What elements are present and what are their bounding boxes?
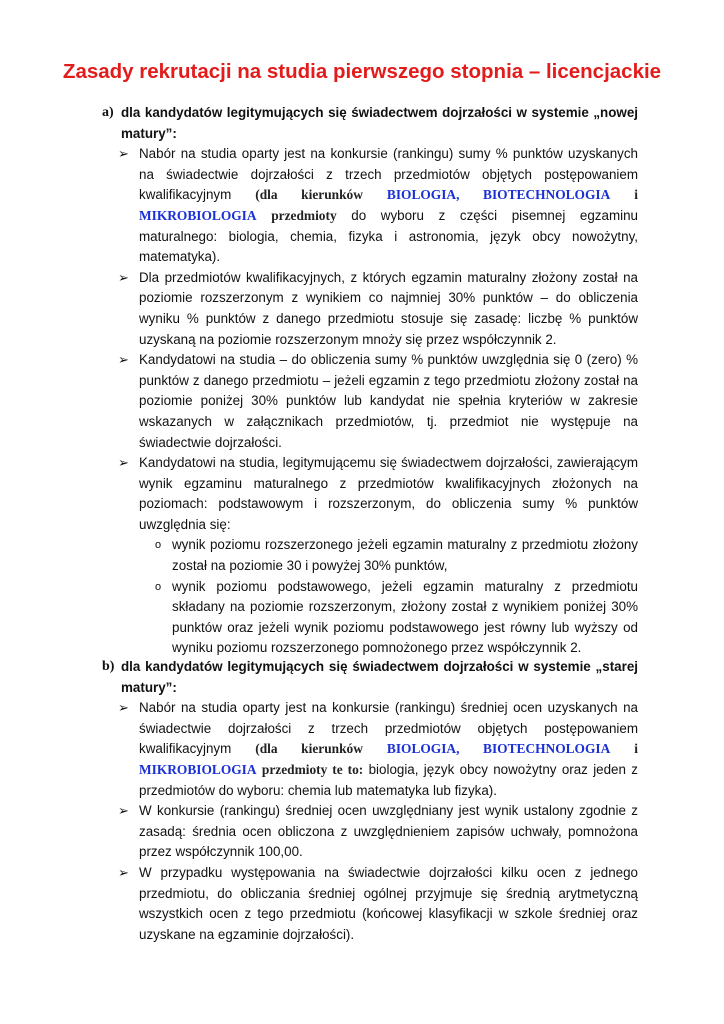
arrow-bullet-icon: ➢ (118, 803, 129, 819)
bullet-text: Kandydatowi na studia, legitymującemu się świadectwem dojrzałości, zawierającym wynik egzaminu maturalnego z przedmiotów kwalifikacyjnych złożonych na poziomach: podstawowym i rozszerzonym, do obliczenia sumy % punktów uwzględnia się: o wynik poziomu rozszerzonego jeżeli egzamin maturalny z przedmiotu złożony został na poziomie 30 i powyżej 30% punktów, o wynik poziomu podstawowego, jeżeli egzamin maturalny z przedmiotu składany na poziomie rozszerzonym, złożony został z wynikiem poniżej 30% punktów oraz jeżeli wynik poziomu podstawowego jest równy lub wyższy od wyniku poziomu rozszerzonego pomnożonego przez współczynnik 2. (139, 453, 638, 659)
highlight-courses: BIOLOGIA, BIOTECHNOLOGIA (386, 741, 611, 757)
arrow-bullet-icon: ➢ (118, 269, 129, 285)
bullet-text: Nabór na studia oparty jest na konkursie (rankingu) sumy % punktów uzyskanych na świadectwie dojrzałości z trzech przedmiotów objętych postępowaniem kwalifikacyjnym (dla kierunków BIOLOGIA, BIOTECHNOLOGIA i MIKROBIOLOGIA przedmioty do wyboru z części pisemnej egzaminu maturalnego: biologia, chemia, fizyka i astronomia, język obcy nowożytny, matematyka). (139, 146, 638, 265)
list-item (118, 801, 638, 863)
highlight-courses: BIOLOGIA, BIOTECHNOLOGIA (386, 187, 611, 203)
sub-list-item: o wynik poziomu rozszerzonego jeżeli egzamin maturalny z przedmiotu złożony został na poziomie 30 i powyżej 30% punktów, (155, 535, 638, 576)
list-item (118, 863, 638, 945)
arrow-bullet-icon: ➢ (118, 455, 129, 471)
bullet-text: W konkursie (rankingu) średniej ocen uwzględniany jest wynik ustalony zgodnie z zasadą: średnia ocen obliczona z uwzględnieniem zapisów uchwały, pomnożona przez współczynnik 100,00. (139, 803, 638, 860)
section-b (102, 657, 638, 945)
bullet-text: Kandydatowi na studia – do obliczenia sumy % punktów uwzględnia się 0 (zero) % punktów z danego przedmiotu – jeżeli egzamin z tego przedmiotu złożony został na poziomie poniżej 30% punktów lub kandydat nie spełnia kryteriów w zakresie wskazanych w załącznikach przedmiotów, tj. przedmiot nie występuje na świadectwie dojrzałości. (139, 352, 638, 450)
arrow-bullet-icon: ➢ (118, 864, 129, 880)
list-item (118, 698, 638, 801)
highlight-course: MIKROBIOLOGIA (139, 761, 257, 777)
section-a-letter: a) (102, 105, 114, 120)
arrow-bullet-icon: ➢ (118, 700, 129, 716)
highlight-course: MIKROBIOLOGIA (139, 207, 257, 223)
page-title: Zasady rekrutacji na studia pierwszego stopnia – licencjackie (62, 60, 662, 83)
bullet-text: Nabór na studia oparty jest na konkursie (rankingu) średniej ocen uzyskanych na świadectwie dojrzałości z trzech przedmiotów objętych postępowaniem kwalifikacyjnym (dla kierunków BIOLOGIA, BIOTECHNOLOGIA i MIKROBIOLOGIA przedmioty te to: biologia, język obcy nowożytny oraz jeden z przedmiotów do wyboru: chemia lub matematyka lub fizyka). (139, 700, 638, 798)
section-b-list (102, 698, 638, 945)
arrow-bullet-icon: ➢ (118, 352, 129, 368)
circle-bullet-icon: o (155, 580, 162, 593)
section-b-heading (102, 657, 638, 698)
section-a-heading (102, 103, 638, 144)
list-item (118, 268, 638, 350)
circle-bullet-icon: o (155, 539, 162, 552)
sub-list (139, 535, 638, 659)
section-a (102, 103, 638, 659)
list-item (118, 453, 638, 659)
list-item (118, 144, 638, 268)
bullet-text: W przypadku występowania na świadectwie dojrzałości kilku ocen z jednego przedmiotu, do obliczania średniej ogólnej przyjmuje się średnią arytmetyczną wszystkich ocen z tego przedmiotu (końcowej klasyfikacji w szkole średniej oraz uzyskane na egzaminie dojrzałości). (139, 864, 638, 942)
section-a-list (102, 144, 638, 659)
section-a-title: dla kandydatów legitymujących się świadectwem dojrzałości w systemie „nowej matury”: (121, 105, 638, 141)
sub-list-item: o wynik poziomu podstawowego, jeżeli egzamin maturalny z przedmiotu składany na poziomie rozszerzonym, złożony został z wynikiem poniżej 30% punktów oraz jeżeli wynik poziomu podstawowego jest równy lub wyższy od wyniku poziomu rozszerzonego pomnożonego przez współczynnik 2. (155, 577, 638, 659)
section-b-title: dla kandydatów legitymujących się świadectwem dojrzałości w systemie „starej matury”: (121, 659, 638, 695)
section-b-letter: b) (102, 659, 115, 674)
list-item (118, 350, 638, 453)
bullet-text: Dla przedmiotów kwalifikacyjnych, z których egzamin maturalny złożony został na poziomie rozszerzonym z wynikiem co najmniej 30% punktów – do obliczenia wyniku % punktów z danego przedmiotu stosuje się zasadę: liczbę % punktów uzyskaną na poziomie rozszerzonym mnoży się przez współczynnik 2. (139, 269, 638, 347)
arrow-bullet-icon: ➢ (118, 146, 129, 162)
